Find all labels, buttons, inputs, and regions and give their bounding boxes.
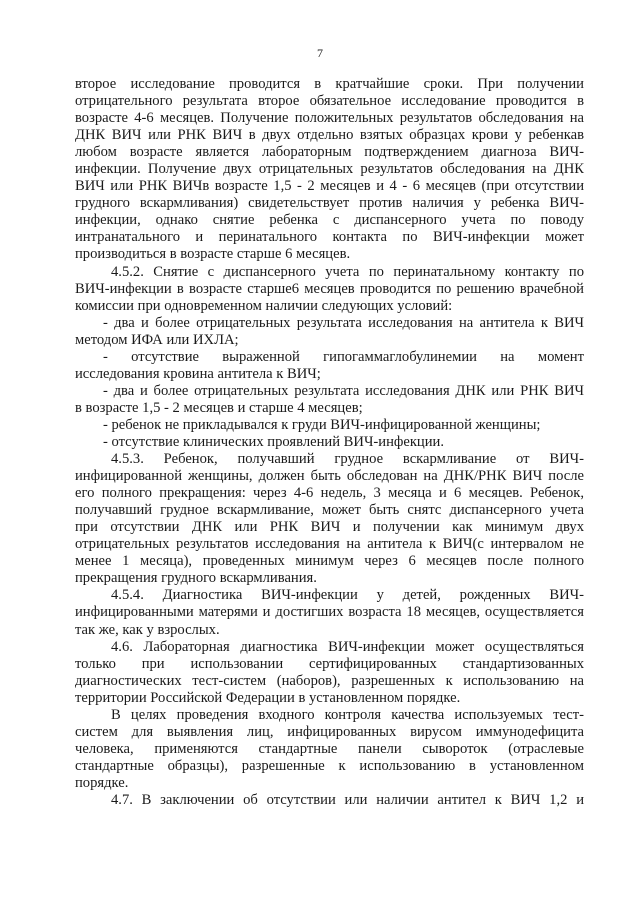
page-number: 7: [317, 46, 323, 60]
document-body: [75, 76, 584, 809]
text-line: стандартные образцы), разрешенные к использованию в установленном: [75, 757, 584, 774]
text-line: 4.5.4. Диагностика ВИЧ-инфекции у детей, рожденных ВИЧ-: [111, 587, 584, 604]
text-line: его полного прекращения: через 4-6 недель, 3 месяца и 6 месяцев. Ребенок,: [75, 485, 584, 502]
text-line: - отсутствие выраженной гипогаммаглобулинемии на момент: [103, 348, 584, 365]
text-line: 4.5.3. Ребенок, получавший грудное вскармливание от ВИЧ-: [111, 451, 584, 468]
text-line: систем для выявления лиц, инфицированных вирусом иммунодефицита: [75, 723, 584, 740]
text-line: 4.6. Лабораторная диагностика ВИЧ-инфекции может осуществляться: [111, 638, 584, 655]
text-line: менее 1 месяца), проведенных минимум через 6 месяцев после полного: [75, 553, 584, 570]
text-line: интранатального и перинатального контакта по ВИЧ-инфекции может: [75, 229, 584, 246]
text-line: при отсутствии ДНК или РНК ВИЧ и получении как минимум двух: [75, 519, 584, 536]
text-line: исследования кровина антитела к ВИЧ;: [75, 365, 321, 382]
text-line: инфицированными матерями и достигших возраста 18 месяцев, осуществляется: [75, 604, 584, 621]
text-line: ВИЧ или РНК ВИЧв возрасте 1,5 - 2 месяцев и 4 - 6 месяцев (при отсутствии: [75, 178, 584, 195]
text-line: любом возрасте является лабораторным подтверждением диагноза ВИЧ-: [75, 144, 584, 161]
text-line: так же, как у взрослых.: [75, 621, 220, 638]
text-line: отрицательных результатов исследования на антитела к ВИЧ(с интервалом не: [75, 536, 584, 553]
text-line: диагностических тест-систем (наборов), разрешенных к использованию на: [75, 672, 584, 689]
text-line: - два и более отрицательных результата исследования на антитела к ВИЧ: [103, 314, 584, 331]
text-line: ДНК ВИЧ или РНК ВИЧ в двух отдельно взятых образцах крови у ребенкав: [75, 127, 584, 144]
text-line: только при использовании сертифицированных стандартизованных: [75, 655, 584, 672]
text-line: порядке.: [75, 774, 129, 791]
text-line: инфекции, однако снятие ребенка с диспансерного учета по поводу: [75, 212, 584, 229]
text-line: - отсутствие клинических проявлений ВИЧ-инфекции.: [103, 433, 445, 450]
text-line: получавший грудное вскармливание, может быть снятс диспансерного учета: [75, 502, 584, 519]
text-line: комиссии при одновременном наличии следующих условий:: [75, 297, 453, 314]
text-line: - два и более отрицательных результата исследования ДНК или РНК ВИЧ: [103, 382, 584, 399]
text-line: ВИЧ-инфекции в возрасте старше6 месяцев проводится по решению врачебной: [75, 280, 584, 297]
text-line: - ребенок не прикладывался к груди ВИЧ-инфицированной женщины;: [103, 416, 541, 433]
text-line: В целях проведения входного контроля качества используемых тест-: [111, 706, 584, 723]
text-line: второе исследование проводится в кратчайшие сроки. При получении: [75, 76, 584, 92]
text-line: территории Российской Федерации в установленном порядке.: [75, 689, 461, 706]
text-line: грудного вскармливания) свидетельствует против наличия у ребенка ВИЧ-: [75, 195, 584, 212]
text-line: возрасте 4-6 месяцев. Получение положительных результатов обследования на: [75, 110, 584, 127]
text-line: человека, применяются стандартные панели сывороток (отраслевые: [75, 740, 584, 757]
text-line: отрицательного результата второе обязательное исследование проводится в: [75, 93, 584, 110]
text-line: инфекции. Получение двух отрицательных результатов обследования на ДНК: [75, 161, 584, 178]
text-line: методом ИФА или ИХЛА;: [75, 331, 239, 348]
text-line: прекращения грудного вскармливания.: [75, 570, 317, 587]
text-line: 4.5.2. Снятие с диспансерного учета по перинатальному контакту по: [111, 263, 584, 280]
text-line: производиться в возрасте старше 6 месяцев.: [75, 246, 351, 263]
text-line: 4.7. В заключении об отсутствии или наличии антител к ВИЧ 1,2 и: [111, 791, 584, 808]
text-line: в возрасте 1,5 - 2 месяцев и старше 4 месяцев;: [75, 399, 363, 416]
text-line: инфицированной женщины, должен быть обследован на ДНК/РНК ВИЧ после: [75, 468, 584, 485]
